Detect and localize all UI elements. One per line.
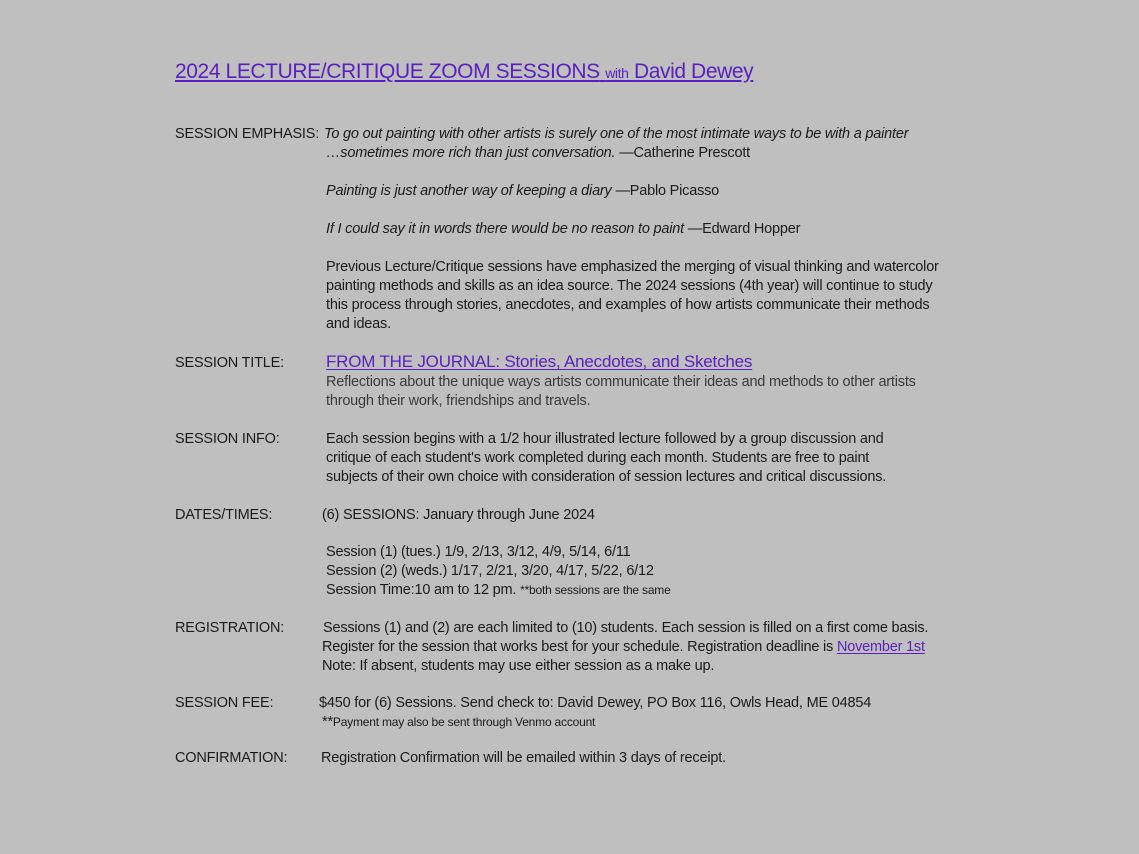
session-info-line: Each session begins with a 1/2 hour illustrated lecture followed by a group discussion and [326,431,884,447]
emphasis-paragraph-line: and ideas. [326,316,391,332]
dates-session2: Session (2) (weds.) 1/17, 2/21, 3/20, 4/17, 5/22, 6/12 [326,563,654,579]
dates-time-text: Session Time:10 am to 12 pm. [326,582,517,598]
fee-note-text: Payment may also be sent through Venmo account [332,715,596,729]
quote1-text-part1: To go out painting with other artists is surely one of the most intimate ways to be with a painter [324,126,909,142]
registration-label: REGISTRATION: [175,620,285,636]
quote1-author: —Catherine Prescott [619,145,751,161]
quote3-text: If I could say it in words there would be no reason to paint [326,221,684,237]
quote3-author: —Edward Hopper [687,221,801,237]
quote1-text-part2: …sometimes more rich than just conversation. [326,145,616,161]
title-main[interactable]: 2024 LECTURE/CRITIQUE ZOOM SESSIONS [175,60,600,83]
session-info-line: subjects of their own choice with consideration of session lectures and critical discussions. [326,469,887,485]
confirmation-label: CONFIRMATION: [175,750,288,766]
emphasis-paragraph-line: this process through stories, anecdotes, and examples of how artists communicate their methods [326,297,930,313]
registration-line2 [322,639,925,655]
dates-time [326,582,671,598]
session-info-label: SESSION INFO: [175,431,280,447]
dates-time-note: **both sessions are the same [520,583,671,597]
fee-note [322,714,595,730]
emphasis-label: SESSION EMPHASIS: [175,126,320,142]
quote1-line2 [326,145,750,161]
registration-line3: Note: If absent, students may use either session as a make up. [322,658,715,674]
session-info-line: critique of each student's work completed during each month. Students are free to paint [326,450,870,466]
session-title-link[interactable]: FROM THE JOURNAL: Stories, Anecdotes, and Sketches [326,352,753,371]
fee-line1: $450 for (6) Sessions. Send check to: David Dewey, PO Box 116, Owls Head, ME 04854 [319,695,872,711]
quote2-text: Painting is just another way of keeping a diary [326,183,612,199]
title-with[interactable]: with [605,65,629,81]
registration-deadline-link[interactable]: November 1st [836,639,925,655]
page-title[interactable] [175,60,753,84]
emphasis-paragraph-line: Previous Lecture/Critique sessions have emphasized the merging of visual thinking and watercolor [326,259,939,275]
registration-line1: Sessions (1) and (2) are each limited to (10) students. Each session is filled on a first come basis. [323,620,929,636]
dates-header: (6) SESSIONS: January through June 2024 [322,507,595,523]
session-title-line: Reflections about the unique ways artists communicate their ideas and methods to other artists [326,374,916,390]
confirmation-line: Registration Confirmation will be emailed within 3 days of receipt. [321,750,726,766]
fee-label: SESSION FEE: [175,695,274,711]
emphasis-paragraph-line: painting methods and skills as an idea source. The 2024 sessions (4th year) will continue to study [326,278,933,294]
registration-line2-text: Register for the session that works best for your schedule. Registration deadline is [322,639,834,655]
dates-session1: Session (1) (tues.) 1/9, 2/13, 3/12, 4/9, 5/14, 6/11 [326,544,631,560]
quote3 [326,221,800,237]
quote2-author: —Pablo Picasso [615,183,720,199]
session-title-line: through their work, friendships and travels. [326,393,591,409]
quote1-line1 [324,126,908,142]
dates-label: DATES/TIMES: [175,507,273,523]
title-name[interactable]: David Dewey [633,60,754,83]
quote2 [326,183,719,199]
session-title-label: SESSION TITLE: [175,355,284,371]
fee-note-stars: ** [322,714,333,730]
